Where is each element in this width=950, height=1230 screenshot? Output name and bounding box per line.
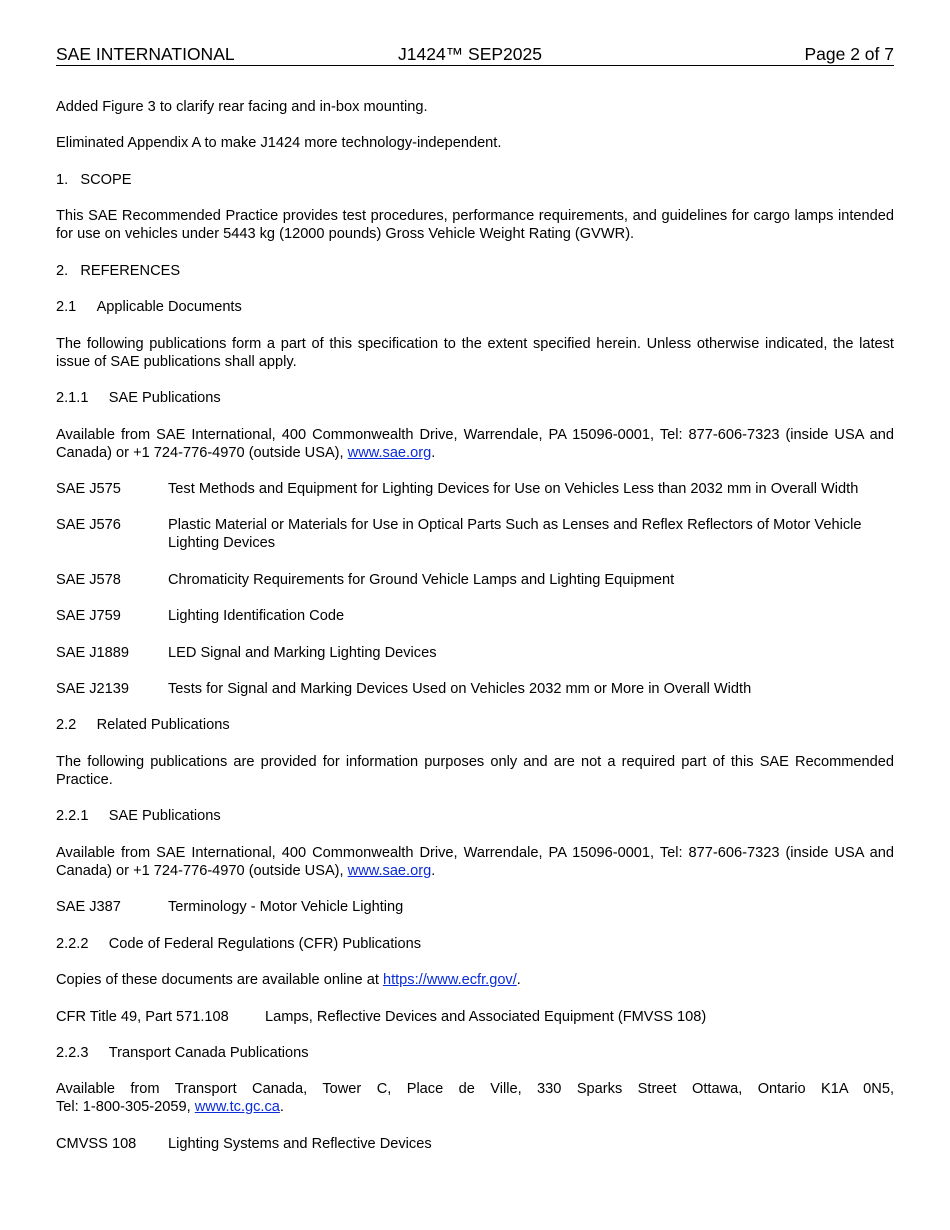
sae-availability-paragraph: Available from SAE International, 400 Commonwealth Drive, Warrendale, PA 15096-0001, Tel: 877-606-7323 (inside USA and Canada) or +1 724-776-4970 (outside USA), www.sae.org. — [56, 845, 894, 879]
header-page-number: Page 2 of 7 — [804, 44, 894, 64]
reference-code: SAE J2139 — [56, 681, 130, 697]
section-number: 2. — [56, 263, 69, 279]
section-title: SAE Publications — [108, 808, 221, 824]
applicable-documents-paragraph: The following publications form a part of this specification to the extent specified herein. Unless otherwise indicated, the latest issue of SAE publications shall apply. — [56, 336, 894, 370]
section-number: 1. — [56, 172, 69, 188]
rationale-line-1: Added Figure 3 to clarify rear facing and in-box mounting. — [56, 99, 428, 115]
reference-title: Tests for Signal and Marking Devices Used on Vehicles 2032 mm or More in Overall Width — [168, 681, 752, 697]
section-number: 2.2.1 — [56, 808, 89, 824]
section-2-2-heading — [56, 716, 894, 734]
sae-website-link[interactable]: www.sae.org — [347, 445, 432, 461]
reference-title: Test Methods and Equipment for Lighting Devices for Use on Vehicles Less than 2032 mm in Overall Width — [168, 481, 859, 497]
page-header — [56, 44, 894, 66]
reference-code: CFR Title 49, Part 571.108 — [56, 1009, 229, 1025]
section-2-1-heading — [56, 298, 894, 316]
section-title: Code of Federal Regulations (CFR) Publications — [108, 936, 422, 952]
transport-canada-line-1: Available from Transport Canada, Tower C, Place de Ville, 330 Sparks Street Ottawa, Ontario K1A 0N5, — [56, 1081, 894, 1097]
section-title: REFERENCES — [80, 263, 181, 279]
section-title: Applicable Documents — [96, 299, 242, 315]
section-number: 2.1.1 — [56, 390, 89, 406]
sae-website-link[interactable]: www.sae.org — [347, 863, 432, 879]
ecfr-website-link[interactable]: https://www.ecfr.gov/ — [382, 972, 517, 988]
section-title: Related Publications — [96, 717, 230, 733]
reference-title: Chromaticity Requirements for Ground Vehicle Lamps and Lighting Equipment — [168, 572, 675, 588]
reference-title: Lighting Identification Code — [168, 608, 345, 624]
section-title: Transport Canada Publications — [108, 1045, 309, 1061]
section-number: 2.1 — [56, 299, 77, 315]
sae-availability-paragraph: Available from SAE International, 400 Commonwealth Drive, Warrendale, PA 15096-0001, Tel: 877-606-7323 (inside USA and Canada) or +1 724-776-4970 (outside USA), www.sae.org. — [56, 427, 894, 461]
section-number: 2.2.3 — [56, 1045, 89, 1061]
section-1-heading — [56, 171, 894, 189]
reference-code: SAE J578 — [56, 572, 121, 588]
scope-paragraph: This SAE Recommended Practice provides test procedures, performance requirements, and guidelines for cargo lamps intended for use on vehicles under 5443 kg (12000 pounds) Gross Vehicle Weight Rating (GVWR). — [56, 208, 894, 242]
section-2-heading — [56, 262, 894, 280]
cfr-availability-paragraph: Copies of these documents are available online at https://www.ecfr.gov/. — [56, 972, 521, 988]
header-org: SAE INTERNATIONAL — [56, 44, 235, 64]
section-number: 2.2.2 — [56, 936, 89, 952]
section-title: SCOPE — [80, 172, 132, 188]
section-2-2-1-heading — [56, 807, 894, 825]
reference-code: SAE J759 — [56, 608, 121, 624]
section-title: SAE Publications — [108, 390, 221, 406]
reference-title: Plastic Material or Materials for Use in Optical Parts Such as Lenses and Reflex Reflectors of Motor Vehicle Lighting Devices — [168, 517, 862, 551]
reference-code: SAE J576 — [56, 517, 121, 533]
reference-title: Terminology - Motor Vehicle Lighting — [168, 899, 404, 915]
section-2-2-2-heading — [56, 935, 894, 953]
transport-canada-line-2: Tel: 1-800-305-2059, www.tc.gc.ca. — [56, 1099, 284, 1115]
reference-code: SAE J575 — [56, 481, 121, 497]
reference-code: SAE J1889 — [56, 645, 130, 661]
header-doc-id: J1424™ SEP2025 — [398, 44, 542, 64]
reference-title: LED Signal and Marking Lighting Devices — [168, 645, 437, 661]
rationale-line-2: Eliminated Appendix A to make J1424 more technology-independent. — [56, 135, 502, 151]
section-number: 2.2 — [56, 717, 77, 733]
section-2-2-3-heading — [56, 1044, 894, 1062]
related-publications-paragraph: The following publications are provided for information purposes only and are not a required part of this SAE Recommended Practice. — [56, 754, 894, 788]
reference-title: Lighting Systems and Reflective Devices — [168, 1136, 432, 1152]
tc-website-link[interactable]: www.tc.gc.ca — [194, 1099, 280, 1115]
section-2-1-1-heading — [56, 389, 894, 407]
reference-code: SAE J387 — [56, 899, 121, 915]
reference-title: Lamps, Reflective Devices and Associated Equipment (FMVSS 108) — [265, 1009, 707, 1025]
reference-code: CMVSS 108 — [56, 1136, 137, 1152]
